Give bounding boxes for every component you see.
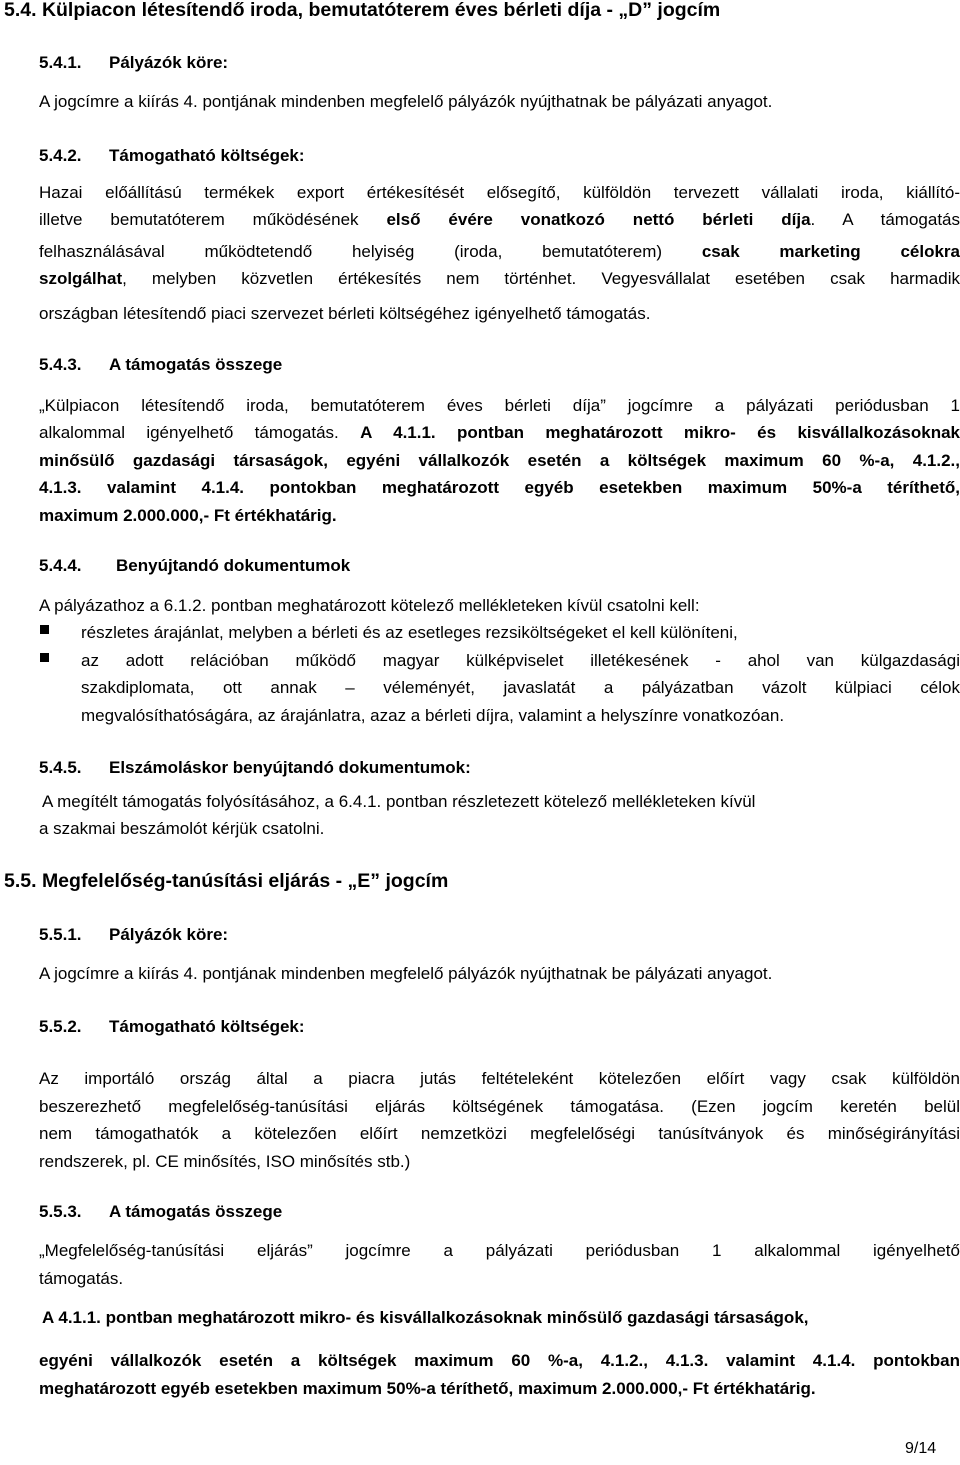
bullet-marker [40, 625, 49, 634]
paragraph-5-5-2-line: beszerezhető megfelelőség-tanúsítási eljárás költségének támogatása. (Ezen jogcím keretén belül [39, 1097, 960, 1116]
paragraph-5-4-3-line: 4.1.3. valamint 4.1.4. pontokban meghatározott egyéb esetekben maximum 50%-a téríthető, [39, 478, 960, 497]
section-5-5-heading: 5.5. Megfelelőség-tanúsítási eljárás - „E” jogcím [4, 870, 449, 892]
subsection-5-4-5-heading: 5.4.5. Elszámoláskor benyújtandó dokumentumok: [39, 758, 471, 777]
paragraph-5-5-3-line: egyéni vállalkozók esetén a költségek maximum 60 %-a, 4.1.2., 4.1.3. valamint 4.1.4. pontokban [39, 1351, 960, 1370]
paragraph-5-4-2-line: országban létesítendő piaci szervezet bérleti költségéhez igényelhető támogatás. [39, 304, 651, 323]
section-5-4-heading: 5.4. Külpiacon létesítendő iroda, bemutatóterem éves bérleti díja - „D” jogcím [4, 0, 721, 21]
subsection-5-5-1-heading: 5.5.1. Pályázók köre: [39, 925, 229, 944]
paragraph-5-4-5-line: A megítélt támogatás folyósításához, a 6.4.1. pontban részletezett kötelező mellékleteken kívül [42, 792, 756, 811]
subsection-5-5-3-heading: 5.5.3. A támogatás összege [39, 1202, 283, 1221]
paragraph-5-4-2-line: szolgálhat, melyben közvetlen értékesítés nem történhet. Vegyesvállalat esetében csak harmadik [39, 269, 960, 288]
paragraph-5-4-4-intro: A pályázathoz a 6.1.2. pontban meghatározott kötelező mellékleteken kívül csatolni kell: [39, 596, 700, 615]
paragraph-5-4-2-line: felhasználásával működtetendő helyiség (iroda, bemutatóterem) csak marketing célokra [39, 242, 960, 261]
bullet-item: részletes árajánlat, melyben a bérleti és az esetleges rezsiköltségeket el kell különíteni, [81, 623, 738, 642]
bullet-item-line: az adott relációban működő magyar külképviselet illetékesének - ahol van külgazdasági [81, 651, 960, 670]
paragraph-5-4-2-line: Hazai előállítású termékek export értékesítését elősegítő, külföldön tervezett vállalati iroda, kiállító- [39, 183, 960, 202]
paragraph-5-4-2-line: illetve bemutatóterem működésének első évére vonatkozó nettó bérleti díja. A támogatás [39, 210, 960, 229]
page-number: 9/14 [905, 1440, 937, 1457]
paragraph-5-5-2-line: Az importáló ország által a piacra jutás feltételeként kötelezően előírt vagy csak külföldön [39, 1069, 960, 1088]
paragraph-5-5-3-line: „Megfelelőség-tanúsítási eljárás” jogcímre a pályázati periódusban 1 alkalommal igényelhető [39, 1241, 960, 1260]
bullet-item-line: szakdiplomata, ott annak – véleményét, javaslatát a pályázatban vázolt külpiaci célok [81, 678, 960, 697]
paragraph-5-4-3-line: alkalommal igényelhető támogatás. A 4.1.1. pontban meghatározott mikro- és kisvállalkozásoknak [39, 423, 960, 442]
paragraph-5-5-1: A jogcímre a kiírás 4. pontjának mindenben megfelelő pályázók nyújthatnak be pályázati anyagot. [39, 964, 773, 983]
paragraph-5-4-5-line: a szakmai beszámolót kérjük csatolni. [39, 819, 325, 838]
paragraph-5-5-3-line: támogatás. [39, 1269, 124, 1288]
paragraph-5-5-2-line: rendszerek, pl. CE minősítés, ISO minősítés stb.) [39, 1152, 411, 1171]
paragraph-5-5-2-line: nem támogathatók a kötelezően előírt nemzetközi megfelelőségi tanúsítványok és minőségirányítási [39, 1124, 960, 1143]
paragraph-5-4-3-line: maximum 2.000.000,- Ft értékhatárig. [39, 506, 337, 525]
subsection-5-4-1-heading: 5.4.1. Pályázók köre: [39, 53, 229, 72]
subsection-5-5-2-heading: 5.5.2. Támogatható költségek: [39, 1017, 305, 1036]
subsection-5-4-3-heading: 5.4.3. A támogatás összege [39, 355, 283, 374]
subsection-5-4-2-heading: 5.4.2. Támogatható költségek: [39, 146, 305, 165]
paragraph-5-4-1: A jogcímre a kiírás 4. pontjának mindenben megfelelő pályázók nyújthatnak be pályázati anyagot. [39, 92, 773, 111]
paragraph-5-5-3-line: A 4.1.1. pontban meghatározott mikro- és kisvállalkozásoknak minősülő gazdasági társaságok, [42, 1308, 809, 1327]
bullet-marker [40, 653, 49, 662]
paragraph-5-5-3-line: meghatározott egyéb esetekben maximum 50%-a téríthető, maximum 2.000.000,- Ft értékhatárig. [39, 1379, 816, 1398]
paragraph-5-4-3-line: „Külpiacon létesítendő iroda, bemutatóterem éves bérleti díja” jogcímre a pályázati periódusban 1 [39, 396, 960, 415]
subsection-5-4-4-heading: 5.4.4. Benyújtandó dokumentumok [39, 556, 351, 575]
paragraph-5-4-3-line: minősülő gazdasági társaságok, egyéni vállalkozók esetén a költségek maximum 60 %-a, 4.1.2., [39, 451, 960, 470]
bullet-item-line: megvalósíthatóságára, az árajánlatra, azaz a bérleti díjra, valamint a helyszínre vonatkozóan. [81, 706, 785, 725]
